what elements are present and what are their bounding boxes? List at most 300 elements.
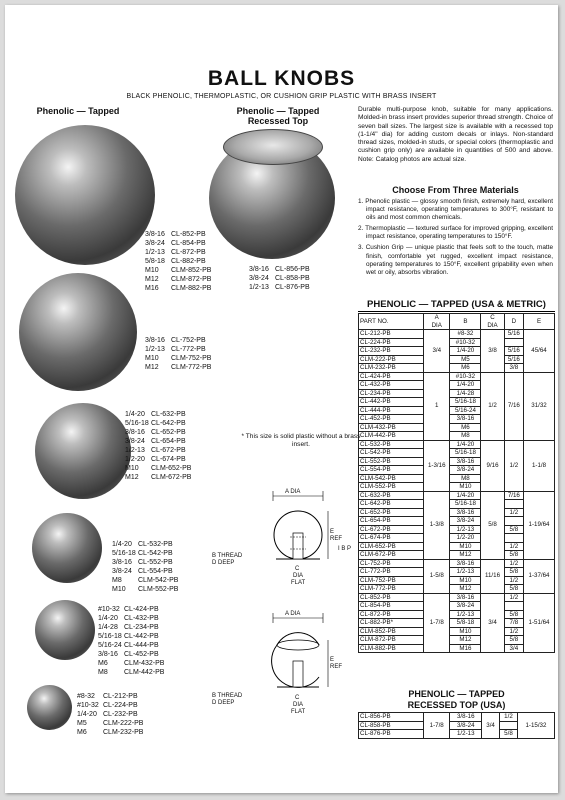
part-number: CL-654-PB — [151, 438, 186, 445]
thread-size: M12 — [125, 474, 139, 481]
table-cell: M10 — [450, 483, 481, 492]
table-cell: 1/2 — [504, 627, 523, 636]
table-cell: 5/16-24 — [450, 406, 481, 415]
table-cell: 3/8 — [504, 364, 523, 373]
thread-size: 5/8-18 — [145, 258, 165, 265]
product-description: Durable multi-purpose knob, suitable for many applications. Molded-in brass insert provides superior thread strength. Choice of seven ball sizes. The largest size is available with a recessed top (1-1/4" dia) for adding custom decals or inlays. Non-standard thread sizes, molded-in studs, or special colors (thermoplastic and cushion grip only) are available in quantities of 500 and above. Note: Catalog photos are actual size. — [358, 106, 553, 163]
dim2-dia-label: DIA — [293, 702, 304, 708]
knob-label-row — [249, 274, 310, 283]
part-number: CL-632-PB — [151, 411, 186, 418]
table-cell: 1/2 — [504, 559, 523, 568]
table-cell: M6 — [450, 423, 481, 432]
labels-knob-6 — [77, 692, 143, 737]
thread-size: 1/2-13 — [145, 346, 165, 353]
page-title: BALL KNOBS — [207, 67, 356, 90]
knob-label-row — [112, 540, 178, 549]
thread-size: 1/4-28 — [98, 624, 118, 631]
table-cell: 1/2 — [504, 576, 523, 585]
thread-size: #10-32 — [77, 702, 99, 709]
table-cell: CL-672-PB — [359, 525, 424, 534]
material-item: 1. Phenolic plastic — glossy smooth finish, extremely hard, excellent impact resistance, operating temperatures to 300°F, resistant to oils and most common chemicals. — [358, 198, 553, 222]
recessed-header-line2: Recessed Top — [247, 116, 309, 126]
labels-knob-1 — [145, 230, 211, 293]
part-number: CLM-652-PB — [151, 465, 192, 472]
part-number: CL-542-PB — [138, 550, 173, 557]
table-cell — [504, 602, 523, 611]
thread-size: M10 — [145, 355, 159, 362]
table-cell: #10-32 — [450, 372, 481, 381]
table-cell: 5/8 — [504, 568, 523, 577]
table-cell: 5/8 — [504, 636, 523, 645]
materials-list — [358, 198, 553, 280]
table-cell: 1/2-13 — [450, 730, 482, 739]
thread-size: 5/16-18 — [112, 550, 136, 557]
part-number: CL-858-PB — [275, 275, 310, 282]
table-cell: CL-858-PB — [359, 721, 424, 730]
solid-plastic-note: * This size is solid plastic without a brass insert. — [241, 433, 361, 448]
labels-knob-4 — [112, 540, 178, 594]
thread-size: M16 — [145, 285, 159, 292]
table-cell: 5/8 — [504, 585, 523, 594]
knob-label-row — [145, 284, 211, 293]
knob-photo-1 — [35, 600, 95, 660]
knob-label-row — [112, 585, 178, 594]
thread-size: 1/2-13 — [125, 447, 145, 454]
column-header-a: A DIA — [424, 314, 450, 330]
table2-title — [358, 689, 555, 711]
part-number: CL-872-PB — [171, 249, 206, 256]
table-cell: 3/8-24 — [450, 466, 481, 475]
table-cell: CL-554-PB — [359, 466, 424, 475]
table-cell: 3/4 — [481, 593, 504, 653]
part-number: CL-452-PB — [124, 651, 159, 658]
knob-label-row — [125, 446, 191, 455]
knob-label-row — [145, 248, 211, 257]
table-cell — [500, 721, 518, 730]
knob-label-row — [98, 668, 164, 677]
table-cell: CL-424-PB — [359, 372, 424, 381]
labels-knob-5 — [98, 605, 164, 677]
thread-size: 5/16-18 — [98, 633, 122, 640]
thread-size: M12 — [145, 276, 159, 283]
table-cell: 1/2-20 — [450, 534, 481, 543]
dim-deep-label: D DEEP — [212, 560, 235, 566]
knob-photo-1-3-16 — [32, 513, 102, 583]
dim-c-label: C — [295, 566, 300, 572]
table-cell: CL-872-PB — [359, 610, 424, 619]
table-cell: 1/2-13 — [450, 610, 481, 619]
table-cell: CL-652-PB — [359, 508, 424, 517]
table-cell: CLM-872-PB — [359, 636, 424, 645]
thread-size: 3/8-16 — [145, 337, 165, 344]
part-number: CLM-432-PB — [124, 660, 165, 667]
table-header-row — [359, 314, 555, 330]
knob-photo-3-4 — [27, 685, 72, 730]
table-cell: CLM-222-PB — [359, 355, 424, 364]
knob-label-row — [125, 410, 191, 419]
dim-ref-label: REF — [330, 536, 342, 542]
table-cell: 3/4 — [504, 644, 523, 653]
part-number: CL-674-PB — [151, 456, 186, 463]
table-cell: M8 — [450, 432, 481, 441]
table-cell: 3/8-16 — [450, 713, 482, 722]
dim2-e-label: E — [330, 657, 335, 663]
part-number: CL-234-PB — [124, 624, 159, 631]
part-number: CL-424-PB — [124, 606, 159, 613]
table-cell: 7/8 — [504, 619, 523, 628]
table-cell: CL-674-PB — [359, 534, 424, 543]
column-header: PART NO. — [359, 314, 424, 330]
table-cell: M12 — [450, 636, 481, 645]
thread-size: 5/16-24 — [98, 642, 122, 649]
table-cell: 5/16-18 — [450, 398, 481, 407]
thread-size: 3/8-16 — [98, 651, 118, 658]
knob-label-row — [145, 345, 211, 354]
table-cell: 5/16-18 — [450, 449, 481, 458]
thread-size: 3/8-24 — [125, 438, 145, 445]
part-number: CLM-852-PB — [171, 267, 212, 274]
thread-size: M6 — [77, 729, 87, 736]
table-cell: M16 — [450, 644, 481, 653]
thread-size: M5 — [77, 720, 87, 727]
column-header: E — [524, 314, 555, 330]
table-cell: M12 — [450, 585, 481, 594]
knob-label-row — [125, 428, 191, 437]
table-cell: 1-19/64 — [524, 491, 555, 559]
table-cell: CL-542-PB — [359, 449, 424, 458]
table-cell: 45/64 — [524, 330, 555, 373]
table-cell: CLM-552-PB — [359, 483, 424, 492]
part-number: CL-854-PB — [171, 240, 206, 247]
material-item: 3. Cushion Grip — unique plastic that feels soft to the touch, matte finish, comfortable yet rugged, excellent impact resistance, operating temperatures to 150°F, excellent gripability even when wet or oily, absorbs vibration. — [358, 244, 553, 276]
part-number: CLM-222-PB — [103, 720, 144, 727]
knob-photo-1-7-8 — [15, 125, 155, 265]
thread-size: 1/2-13 — [249, 284, 269, 291]
table-cell: 9/16 — [481, 440, 504, 491]
table-cell: 1/2 — [504, 440, 523, 491]
table-cell: 3/8-24 — [450, 721, 482, 730]
dim2-a-label: A DIA — [285, 611, 301, 617]
part-number: CL-444-PB — [124, 642, 159, 649]
thread-size: 1/4-20 — [98, 615, 118, 622]
thread-size: M10 — [112, 586, 126, 593]
table-cell: CL-772-PB — [359, 568, 424, 577]
knob-photo-1-5-8 — [19, 273, 137, 391]
knob-label-row — [112, 549, 178, 558]
column-header: B — [450, 314, 481, 330]
knob-label-row — [125, 419, 191, 428]
dim-dia-label: DIA — [293, 573, 304, 579]
materials-heading: Choose From Three Materials — [392, 185, 519, 195]
thread-size: 3/8-16 — [249, 266, 269, 273]
table-cell: 5/8 — [504, 551, 523, 560]
table-row — [359, 593, 555, 602]
table-cell: CLM-542-PB — [359, 474, 424, 483]
table-cell — [504, 338, 523, 347]
table-cell: 1-1/8 — [524, 440, 555, 491]
table-cell: CL-552-PB — [359, 457, 424, 466]
table1-title: PHENOLIC — TAPPED (USA & METRIC) — [358, 299, 555, 312]
table-cell: 5/16 — [504, 355, 523, 364]
labels-knob-3 — [125, 410, 191, 482]
table-cell: 1-37/64 — [524, 559, 555, 593]
knob-label-row — [98, 659, 164, 668]
part-number: CLM-882-PB — [171, 285, 212, 292]
table-cell: CL-852-PB — [359, 593, 424, 602]
table-cell: #10-32 — [450, 338, 481, 347]
knob-label-row — [145, 363, 211, 372]
table-cell: 1-15/32 — [517, 713, 554, 739]
part-number: CL-752-PB — [171, 337, 206, 344]
part-number: CL-642-PB — [151, 420, 186, 427]
thread-size: #8-32 — [77, 693, 95, 700]
table-cell: 1/2 — [504, 508, 523, 517]
recessed-dimension-diagram — [210, 605, 360, 720]
dim-e-label: E — [330, 529, 335, 535]
table-cell: 1/2-13 — [450, 568, 481, 577]
part-number: CL-442-PB — [124, 633, 159, 640]
table-cell: 7/16 — [504, 491, 523, 500]
part-number: CLM-772-PB — [171, 364, 212, 371]
table-cell: M10 — [450, 627, 481, 636]
table-cell: 1/4-20 — [450, 347, 481, 356]
table-cell: 11/16 — [481, 559, 504, 593]
table-cell: CLM-882-PB — [359, 644, 424, 653]
dim2-flat-label: FLAT — [291, 709, 306, 715]
table-cell: CLM-652-PB — [359, 542, 424, 551]
knob-label-row — [145, 275, 211, 284]
thread-size: 1/2-13 — [145, 249, 165, 256]
table-cell: 3/8-16 — [450, 559, 481, 568]
part-number: CLM-552-PB — [138, 586, 179, 593]
table-row — [359, 440, 555, 449]
table-cell: 5/8 — [481, 491, 504, 559]
table-cell: 1-7/8 — [424, 593, 450, 653]
part-number: CL-552-PB — [138, 559, 173, 566]
thread-size: 1/4-20 — [125, 411, 145, 418]
table-cell: CL-212-PB — [359, 330, 424, 339]
knob-label-row — [145, 239, 211, 248]
dim2-ref-label: REF — [330, 664, 342, 670]
table-cell: CL-232-PB — [359, 347, 424, 356]
table-cell: CL-234-PB — [359, 389, 424, 398]
dim-thread-label: B THREAD — [212, 553, 243, 559]
table-cell: 5/8-18 — [450, 619, 481, 628]
table-cell: 1/4-28 — [450, 389, 481, 398]
part-number: CL-652-PB — [151, 429, 186, 436]
table-cell: M8 — [450, 474, 481, 483]
table-cell: CLM-772-PB — [359, 585, 424, 594]
table-cell: 1/2 — [504, 593, 523, 602]
table-cell: CL-856-PB — [359, 713, 424, 722]
knob-photo-recessed — [209, 129, 335, 259]
thread-size: 1/4-20 — [77, 711, 97, 718]
table-cell: 1/2-13 — [450, 525, 481, 534]
table-cell: M12 — [450, 551, 481, 560]
knob-label-row — [145, 257, 211, 266]
table-cell: CL-532-PB — [359, 440, 424, 449]
table-cell: 1/4-20 — [450, 491, 481, 500]
knob-dimension-diagram — [210, 485, 360, 600]
table-cell: 3/8-16 — [450, 457, 481, 466]
thread-size: M10 — [125, 465, 139, 472]
table-cell: CLM-672-PB — [359, 551, 424, 560]
page-subtitle: BLACK PHENOLIC, THERMOPLASTIC, OR CUSHION GRIP PLASTIC WITH BRASS INSERT — [126, 93, 437, 100]
knob-label-row — [98, 605, 164, 614]
thread-size: 3/8-16 — [125, 429, 145, 436]
thread-size: 3/8-24 — [249, 275, 269, 282]
knob-label-row — [98, 641, 164, 650]
column-header: D — [504, 314, 523, 330]
table-cell: 3/8-16 — [450, 415, 481, 424]
knob-label-row — [125, 464, 191, 473]
knob-label-row — [77, 692, 143, 701]
knob-label-row — [77, 728, 143, 737]
knob-label-row — [77, 701, 143, 710]
table-cell: M10 — [450, 576, 481, 585]
table-cell: 5/16-18 — [450, 500, 481, 509]
table-row — [359, 559, 555, 568]
tapped-header: Phenolic — Tapped — [36, 106, 120, 116]
part-number: CL-772-PB — [171, 346, 206, 353]
table-cell: CL-452-PB — [359, 415, 424, 424]
thread-size: M12 — [145, 364, 159, 371]
table-cell: CL-224-PB — [359, 338, 424, 347]
table-cell: CLM-852-PB — [359, 627, 424, 636]
part-number: CL-212-PB — [103, 693, 138, 700]
table-cell — [504, 500, 523, 509]
part-number: CLM-872-PB — [171, 276, 212, 283]
table-cell: 1-51/64 — [524, 593, 555, 653]
thread-size: 5/16-18 — [125, 420, 149, 427]
table-cell: CL-632-PB — [359, 491, 424, 500]
knob-label-row — [145, 354, 211, 363]
part-number: CL-224-PB — [103, 702, 138, 709]
thread-size: M8 — [98, 669, 108, 676]
thread-size: M10 — [145, 267, 159, 274]
knob-label-row — [112, 576, 178, 585]
column-header-c: C DIA — [481, 314, 504, 330]
table-cell: M6 — [450, 364, 481, 373]
table-cell: 1-3/8 — [424, 491, 450, 559]
part-number: CLM-442-PB — [124, 669, 165, 676]
table-cell: 1/4-20 — [450, 440, 481, 449]
material-item: 2. Thermoplastic — textured surface for improved gripping, excellent impact resistance, operating temperatures to 150°F. — [358, 225, 553, 241]
table-cell: 3/8-16 — [450, 593, 481, 602]
table-cell: CL-854-PB — [359, 602, 424, 611]
table-cell — [504, 534, 523, 543]
thread-size: 3/8-16 — [145, 231, 165, 238]
table-cell: 31/32 — [524, 372, 555, 440]
table2-title-line2: RECESSED TOP (USA) — [407, 700, 506, 710]
knob-photo-1-3-8 — [35, 403, 131, 499]
knob-label-row — [98, 623, 164, 632]
dim2-deep-label: D DEEP — [212, 700, 235, 706]
thread-size: 1/4-20 — [112, 541, 132, 548]
dim2-c-label: C — [295, 695, 300, 701]
part-number: CL-432-PB — [124, 615, 159, 622]
knob-label-row — [145, 266, 211, 275]
dim2-thread-label: B THREAD — [212, 693, 243, 699]
table-cell: CLM-752-PB — [359, 576, 424, 585]
table-row — [359, 330, 555, 339]
knob-label-row — [145, 336, 211, 345]
table-cell: 5/8 — [504, 610, 523, 619]
table-cell: 1/2 — [481, 372, 504, 440]
thread-size: 1/2-20 — [125, 456, 145, 463]
part-number: CL-554-PB — [138, 568, 173, 575]
tapped-spec-table — [358, 313, 555, 653]
table-cell: 1-3/16 — [424, 440, 450, 491]
knob-label-row — [125, 455, 191, 464]
part-number: CLM-672-PB — [151, 474, 192, 481]
dim-flat-label: FLAT — [291, 580, 306, 586]
knob-label-row — [249, 283, 310, 292]
labels-knob-recessed — [249, 265, 310, 292]
thread-size: 3/8-24 — [145, 240, 165, 247]
table-cell: CLM-432-PB — [359, 423, 424, 432]
labels-knob-2 — [145, 336, 211, 372]
knob-label-row — [125, 473, 191, 482]
table-cell: 3/8-16 — [450, 508, 481, 517]
knob-label-row — [145, 230, 211, 239]
table-cell: 5/8 — [500, 730, 518, 739]
part-number: CL-672-PB — [151, 447, 186, 454]
knob-label-row — [98, 632, 164, 641]
thread-size: M8 — [112, 577, 122, 584]
table-cell: CL-876-PB — [359, 730, 424, 739]
part-number: CL-876-PB — [275, 284, 310, 291]
table-cell: M5 — [450, 355, 481, 364]
catalog-page — [5, 5, 558, 793]
table-row — [359, 491, 555, 500]
knob-label-row — [77, 710, 143, 719]
dim-ibp-label: I B P — [338, 546, 352, 552]
table-cell: 1/2 — [500, 713, 518, 722]
part-number: CL-882-PB — [171, 258, 206, 265]
table-cell: CL-752-PB — [359, 559, 424, 568]
table-cell: 1-5/8 — [424, 559, 450, 593]
table-cell: 1 — [424, 372, 450, 440]
recessed-spec-table — [358, 712, 555, 739]
thread-size: #10-32 — [98, 606, 120, 613]
table-cell: 5/16 — [504, 347, 523, 356]
table-cell: 3/8-24 — [450, 602, 481, 611]
part-number: CL-856-PB — [275, 266, 310, 273]
table-cell: CLM-232-PB — [359, 364, 424, 373]
thread-size: 3/8-24 — [112, 568, 132, 575]
table-cell: 1/2 — [504, 542, 523, 551]
table-cell: 5/16 — [504, 330, 523, 339]
part-number: CL-852-PB — [171, 231, 206, 238]
table-cell — [504, 517, 523, 526]
knob-label-row — [249, 265, 310, 274]
table-cell: CL-442-PB — [359, 398, 424, 407]
table-cell: 3/4 — [482, 713, 500, 739]
table-cell: 5/8 — [504, 525, 523, 534]
table-cell: 1-7/8 — [424, 713, 450, 739]
table-cell: CL-444-PB — [359, 406, 424, 415]
knob-label-row — [77, 719, 143, 728]
recessed-header-line1: Phenolic — Tapped — [236, 106, 320, 116]
knob-label-row — [112, 567, 178, 576]
table-cell: 7/16 — [504, 372, 523, 440]
table2-title-line1: PHENOLIC — TAPPED — [408, 689, 505, 699]
part-number: CL-232-PB — [103, 711, 138, 718]
table-cell: 3/4 — [424, 330, 450, 373]
part-number: CLM-752-PB — [171, 355, 212, 362]
table-cell: 3/8-24 — [450, 517, 481, 526]
